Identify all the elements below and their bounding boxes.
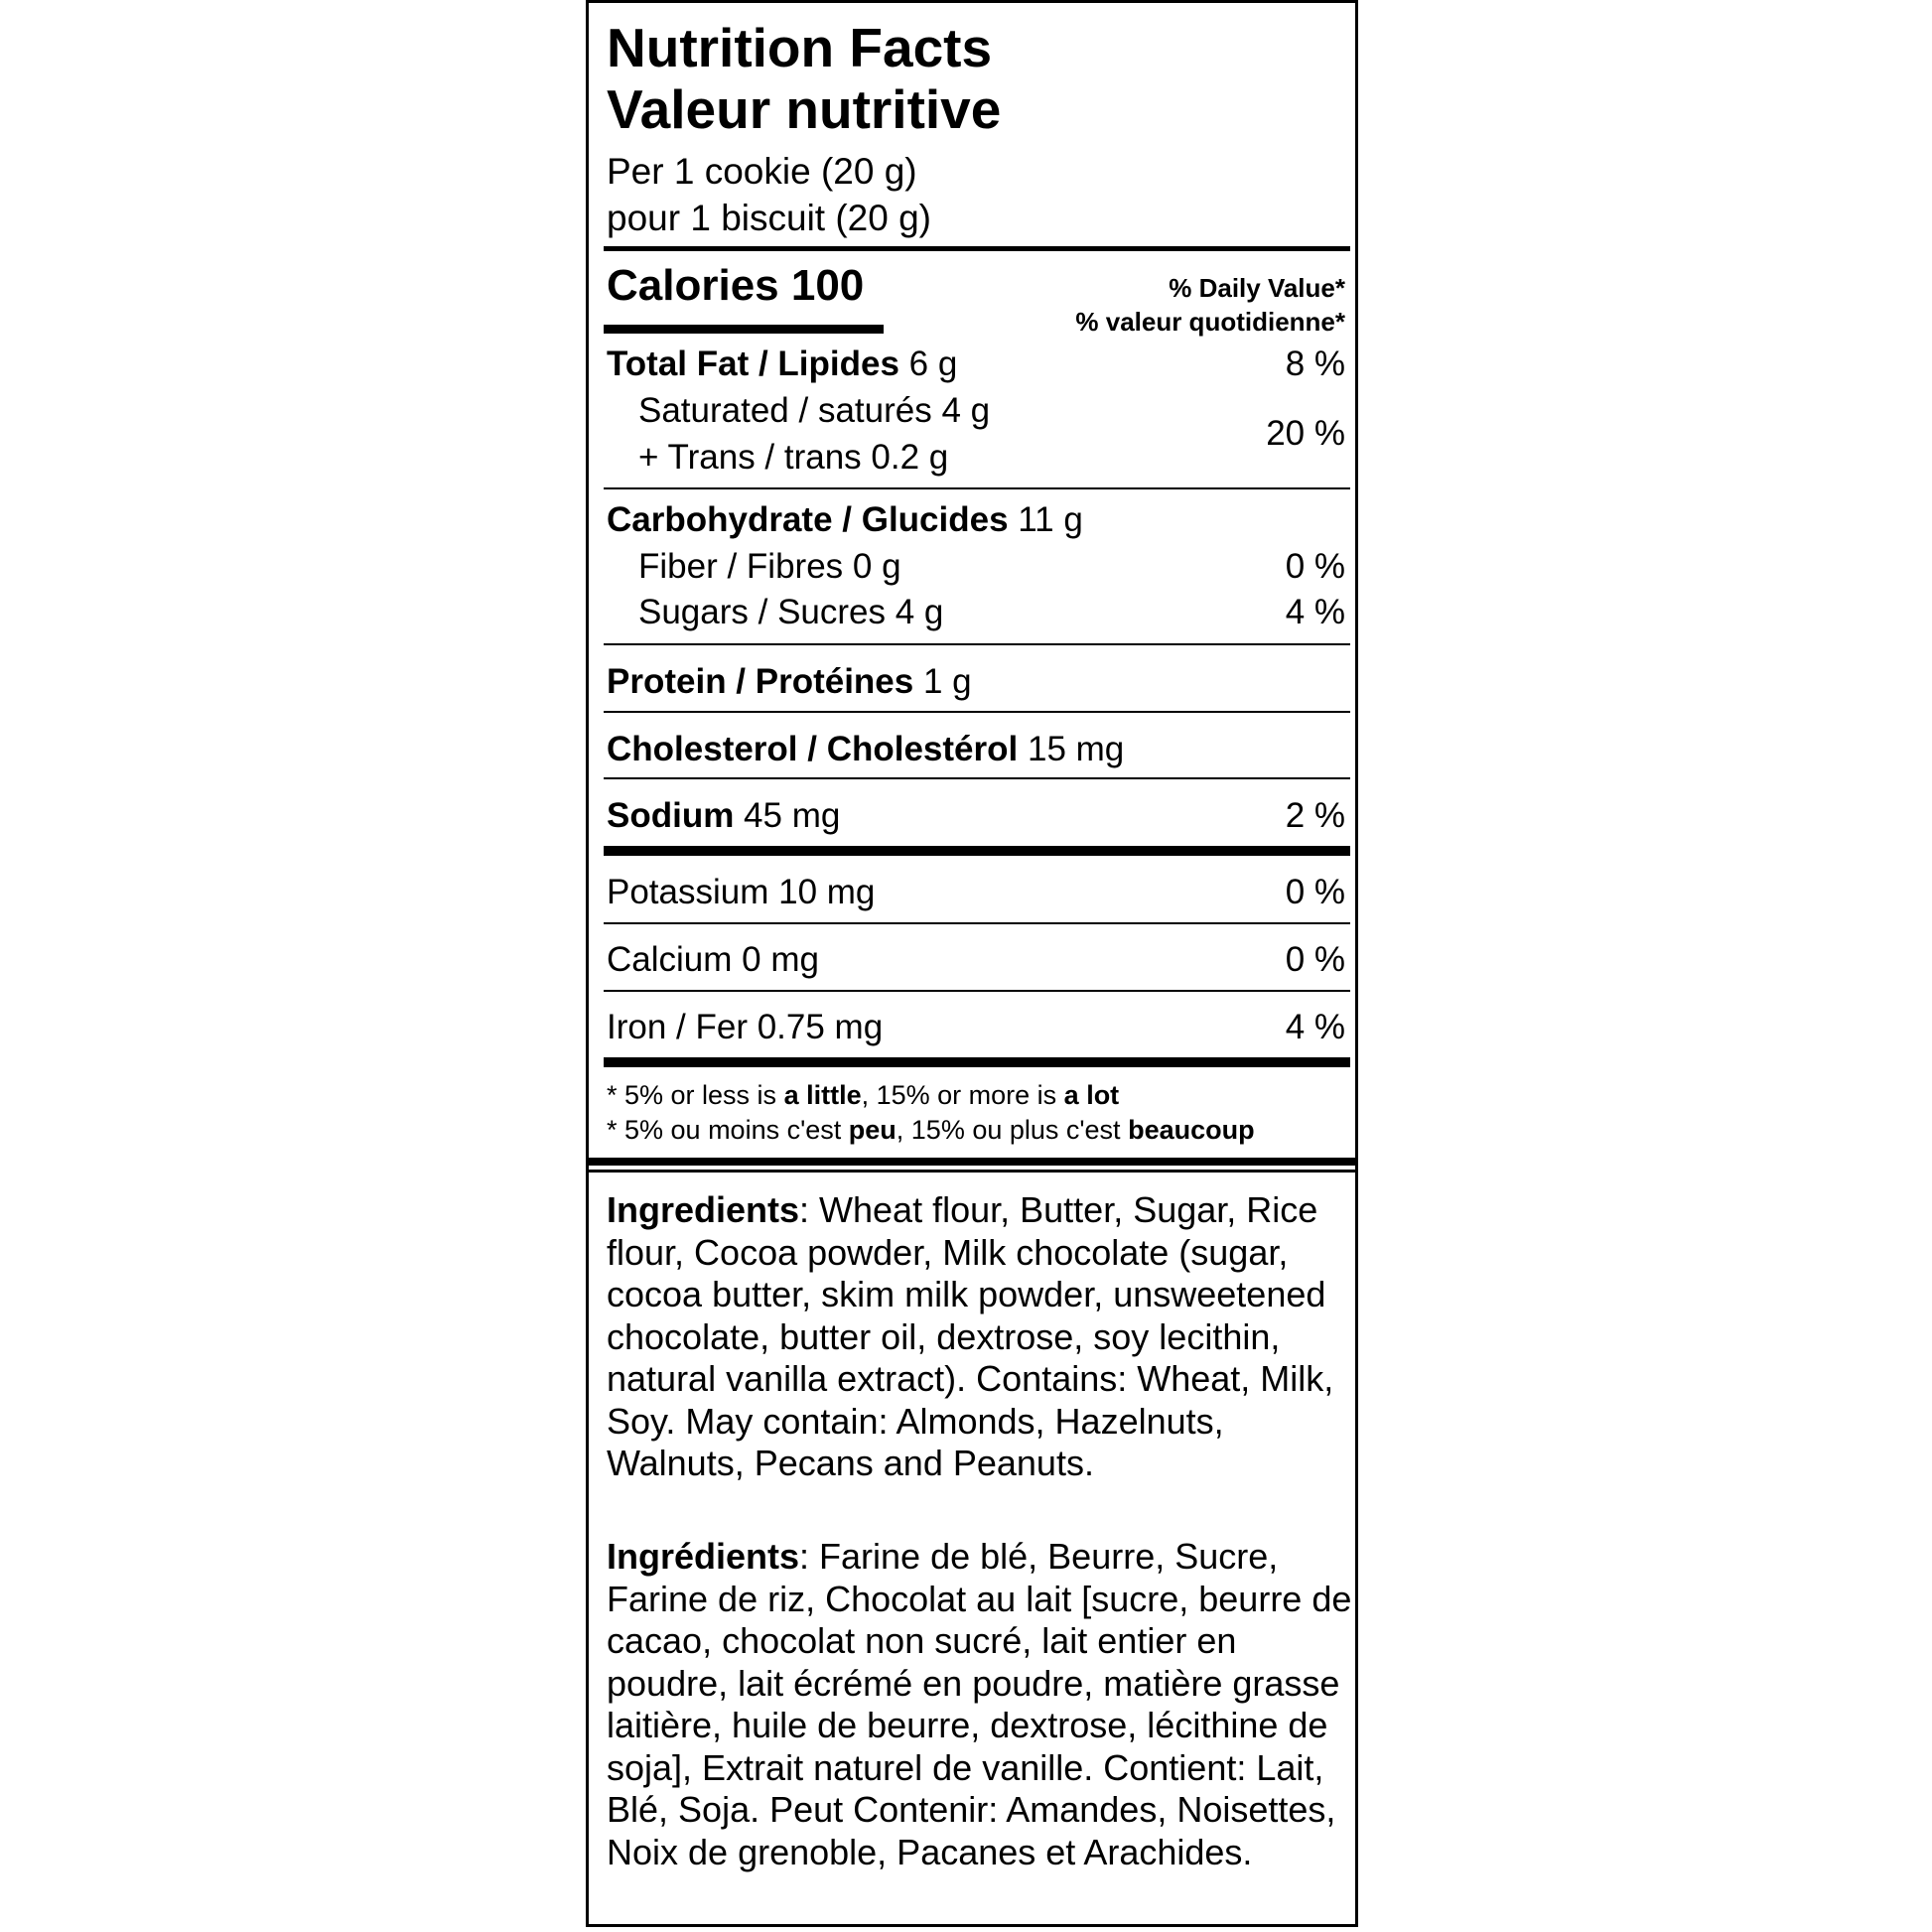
serving-size	[607, 148, 931, 241]
title-fr: Valeur nutritive	[607, 78, 1002, 140]
nutrition-label	[586, 0, 1358, 1927]
fat-label: Total Fat / Lipides	[607, 345, 899, 383]
label-title	[607, 17, 1001, 140]
sodium-amount: 45 mg	[734, 796, 841, 835]
ingredients-en-text: : Wheat flour, Butter, Sugar, Rice flour, Cocoa powder, Milk chocolate (sugar, cocoa butter, skim milk powder, unsweetened chocolate, butter oil, dextrose, soy lecithin, natural vanilla extract). Contains: Wheat, Milk, Soy. May contain: Almonds, Hazelnuts, Walnuts, Pecans and Peanuts.	[607, 1189, 1334, 1483]
daily-value-en: % Daily Value*	[1169, 273, 1345, 303]
fiber-dv: 0 %	[1285, 547, 1345, 586]
footnote-bold: a little	[783, 1080, 862, 1110]
calories: Calories 100	[607, 261, 865, 310]
section-separator	[589, 1170, 1355, 1173]
sugars-text: Sugars / Sucres 4 g	[638, 593, 944, 631]
sodium-label: Sodium	[607, 796, 735, 835]
sodium-dv: 2 %	[1285, 796, 1345, 835]
daily-value-fr: % valeur quotidienne*	[1075, 307, 1345, 337]
divider	[604, 922, 1350, 924]
divider	[604, 711, 1350, 713]
footnote-en	[607, 1078, 1255, 1113]
serving-fr: pour 1 biscuit (20 g)	[607, 198, 932, 238]
thick-rule	[604, 246, 1350, 251]
ingredients-fr-text: : Farine de blé, Beurre, Sucre, Farine de riz, Chocolat au lait [sucre, beurre de cacao, chocolat non sucré, lait entier en poudre, lait écrémé en poudre, matière grasse laitière, huile de beurre, dextrose, lécithine de soja], Extrait naturel de vanille. Contient: Lait, Blé, Soja. Peut Contenir: Amandes, Noisettes, Noix de grenoble, Pacanes et Arachides.	[607, 1536, 1352, 1872]
carb-label: Carbohydrate / Glucides	[607, 500, 1009, 539]
thick-rule	[604, 846, 1350, 856]
footnote-text: , 15% ou plus c'est	[896, 1115, 1129, 1145]
cholesterol-label: Cholesterol / Cholestérol	[607, 730, 1019, 768]
footnote-text: * 5% or less is	[607, 1080, 784, 1110]
thick-rule	[604, 1057, 1350, 1067]
calories-rule	[604, 325, 884, 334]
calcium-dv: 0 %	[1285, 940, 1345, 979]
potassium-dv: 0 %	[1285, 873, 1345, 911]
carb-amount: 11 g	[1008, 500, 1083, 539]
protein-amount: 1 g	[913, 662, 972, 701]
footnote	[607, 1078, 1255, 1148]
protein-label: Protein / Protéines	[607, 662, 914, 701]
divider	[604, 643, 1350, 645]
saturated-text: Saturated / saturés 4 g	[638, 391, 991, 430]
footnote-bold: a lot	[1063, 1080, 1120, 1110]
title-en: Nutrition Facts	[607, 17, 993, 78]
cholesterol-amount: 15 mg	[1018, 730, 1125, 768]
divider	[604, 777, 1350, 779]
divider	[604, 990, 1350, 992]
ingredients-en	[607, 1189, 1361, 1485]
footnote-fr	[607, 1113, 1255, 1148]
footnote-text: * 5% ou moins c'est	[607, 1115, 849, 1145]
serving-en: Per 1 cookie (20 g)	[607, 151, 917, 192]
daily-value-header	[1075, 271, 1345, 339]
sat-trans-dv: 20 %	[1266, 414, 1345, 453]
calcium-text: Calcium 0 mg	[607, 940, 819, 979]
footnote-bold: beaucoup	[1128, 1115, 1255, 1145]
section-separator	[589, 1158, 1355, 1166]
ingredients-fr-label: Ingrédients	[607, 1536, 800, 1577]
ingredients-fr	[607, 1536, 1361, 1873]
ingredients-en-label: Ingredients	[607, 1189, 800, 1230]
footnote-text: , 15% or more is	[861, 1080, 1064, 1110]
potassium-text: Potassium 10 mg	[607, 873, 876, 911]
fat-dv: 8 %	[1285, 345, 1345, 383]
iron-dv: 4 %	[1285, 1008, 1345, 1046]
footnote-bold: peu	[848, 1115, 897, 1145]
fiber-text: Fiber / Fibres 0 g	[638, 547, 901, 586]
trans-text: + Trans / trans 0.2 g	[638, 438, 949, 477]
sugars-dv: 4 %	[1285, 593, 1345, 631]
fat-amount: 6 g	[898, 345, 958, 383]
iron-text: Iron / Fer 0.75 mg	[607, 1008, 884, 1046]
divider	[604, 487, 1350, 489]
